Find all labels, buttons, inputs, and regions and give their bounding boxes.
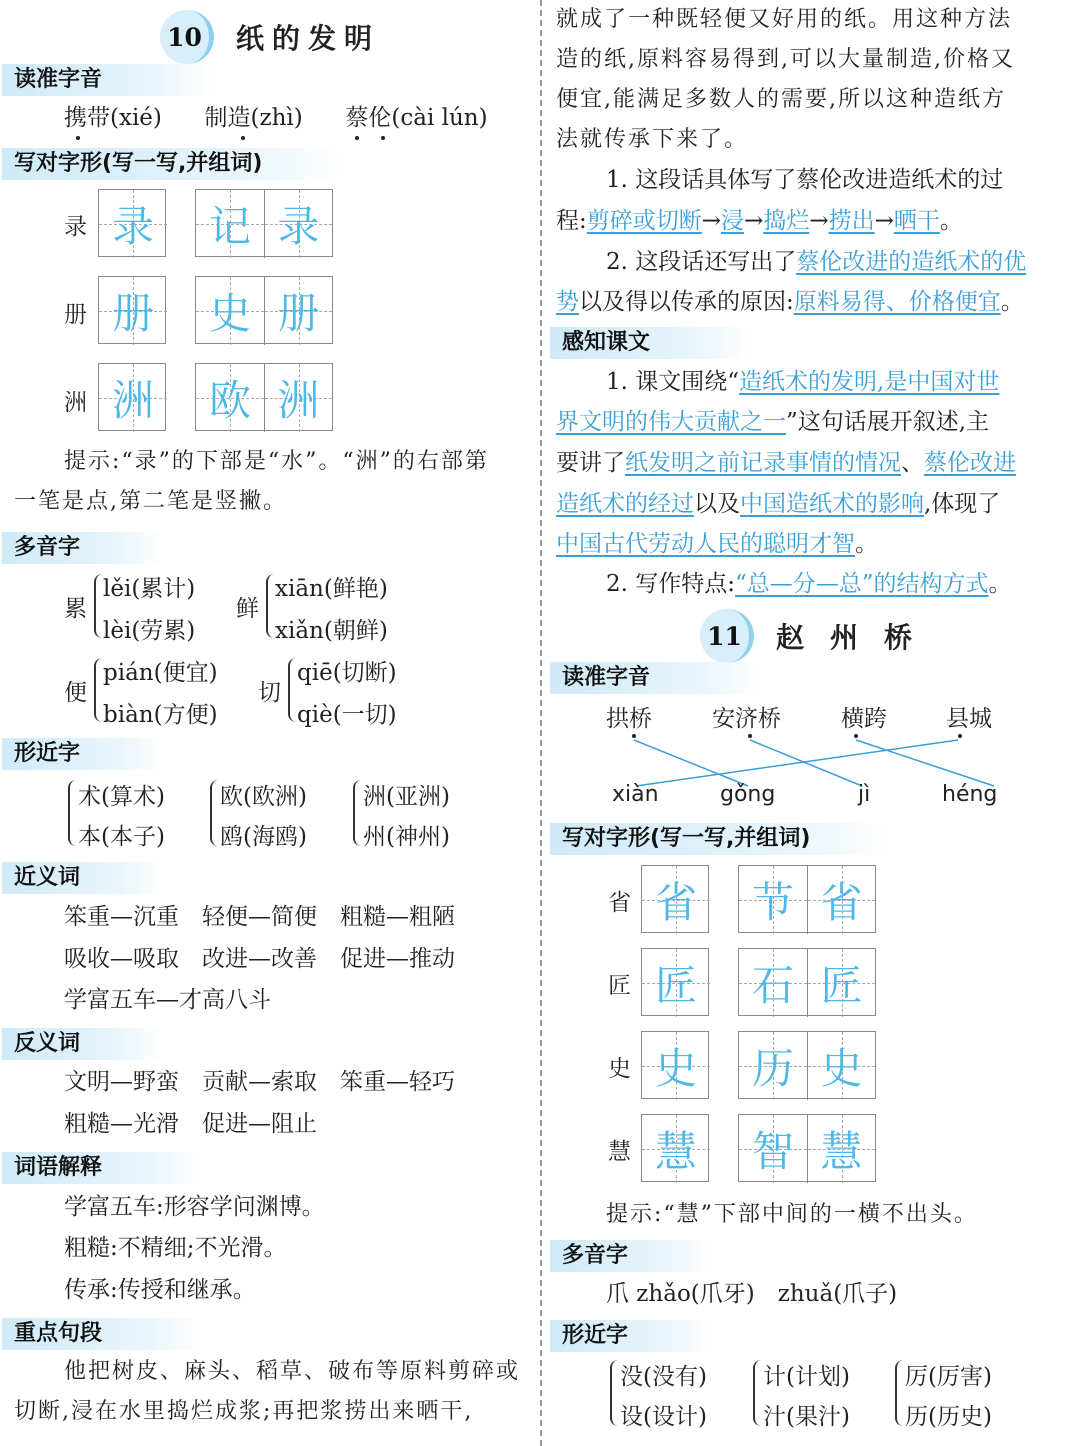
brace <box>895 1360 903 1426</box>
answer-text: 中国古代劳动人民的聪明才智 <box>556 531 855 557</box>
polyphonic-char: 切 <box>258 680 281 706</box>
similar-char-item: 计(计划) <box>763 1364 850 1390</box>
writing-grid-word <box>195 189 333 257</box>
question-line: 势以及得以传承的原因:原料易得、价格便宜。 <box>556 289 1024 315</box>
answer-text: 势 <box>556 289 579 315</box>
match-word: 安济桥 <box>712 706 781 732</box>
grid-char: 匠 <box>654 961 697 1010</box>
grid-char: 洲 <box>277 376 320 425</box>
writing-hint: 一笔是点,第二笔是竖撇。 <box>14 489 287 514</box>
writing-grid <box>641 1114 709 1182</box>
lesson-title-text: 纸的发明 <box>236 22 381 55</box>
perception-line: 2. 写作特点:“总—分—总”的结构方式。 <box>606 571 1012 597</box>
grid-char: 历 <box>751 1044 794 1093</box>
similar-char-item: 鸥(海鸥) <box>220 824 307 850</box>
match-word: 横跨 <box>841 706 887 732</box>
char-label: 省 <box>608 890 631 916</box>
char-label: 录 <box>64 214 87 240</box>
polyphonic-reading: qiè(一切) <box>297 702 397 728</box>
right-column <box>548 0 1080 1446</box>
section-header-antonyms: 反义词 <box>2 1028 164 1060</box>
explanation-line: 传承:传授和继承。 <box>64 1277 256 1303</box>
key-passage-line: 他把树皮、麻头、稻草、破布等原料剪碎或 <box>64 1359 521 1384</box>
polyphonic-char: 鲜 <box>236 596 259 622</box>
grid-char: 录 <box>277 202 320 251</box>
section-header-pronunciation: 读准字音 <box>550 662 762 694</box>
question-line: 2. 这段话还写出了蔡伦改进的造纸术的优 <box>606 249 1027 275</box>
answer-step: 剪碎或切断 <box>586 208 702 234</box>
match-line <box>750 740 862 786</box>
answer-text: 纸发明之前记录事情的情况 <box>625 450 901 476</box>
brace <box>610 1360 618 1426</box>
grid-char: 史 <box>820 1044 863 1093</box>
writing-grid-word <box>738 948 876 1016</box>
grid-char: 智 <box>751 1127 794 1176</box>
explanation-line: 学富五车:形容学问渊博。 <box>64 1194 325 1220</box>
polyphonic-reading: lěi(累计) <box>103 576 196 602</box>
answer-text: 蔡伦改进 <box>924 450 1016 476</box>
synonym-line: 吸收—吸取 改进—改善 促进—推动 <box>64 946 455 972</box>
pronunciation-line <box>64 98 488 138</box>
grid-char: 慧 <box>654 1127 697 1176</box>
left-column <box>0 0 535 1446</box>
similar-char-item: 术(算术) <box>78 784 165 810</box>
similar-char-item: 欧(欧洲) <box>220 784 307 810</box>
section-header-polyphonic: 多音字 <box>550 1240 712 1272</box>
writing-grid <box>641 1031 709 1099</box>
key-passage-line: 切断,浸在水里捣烂成浆;再把浆捞出来晒干, <box>14 1399 474 1424</box>
similar-char-item: 州(神州) <box>363 824 450 850</box>
match-line <box>856 740 994 786</box>
answer-step: 捞出 <box>828 208 875 234</box>
section-header-similar-chars: 形近字 <box>2 738 164 770</box>
matching-lines <box>548 730 1080 790</box>
match-pinyin: gǒng <box>720 782 776 807</box>
writing-grid-word <box>738 865 876 933</box>
answer-text: 蔡伦改进的造纸术的优 <box>796 249 1027 275</box>
match-pinyin: héng <box>942 782 998 807</box>
section-header-key-passage: 重点句段 <box>2 1318 204 1350</box>
polyphonic-reading: xiān(鲜艳) <box>275 576 388 602</box>
section-header-polyphonic: 多音字 <box>2 532 164 564</box>
explanation-line: 粗糙:不精细;不光滑。 <box>64 1235 287 1261</box>
writing-grid <box>98 363 166 431</box>
grid-char: 慧 <box>820 1127 863 1176</box>
question-line: 1. 这段话具体写了蔡伦改进造纸术的过 <box>606 167 1004 193</box>
char-label: 史 <box>608 1056 631 1082</box>
answer-text: 界文明的伟大贡献之一 <box>556 409 786 435</box>
polyphonic-char: 便 <box>64 680 87 706</box>
lesson-11-title <box>700 609 938 663</box>
char-label: 匠 <box>608 973 631 999</box>
section-header-writing: 写对字形(写一写,并组词) <box>2 148 344 180</box>
question-answer-line: 程:剪碎或切断→浸→捣烂→捞出→晒干。 <box>556 208 963 234</box>
pronunciation-item: 制造(zhì) <box>205 98 303 138</box>
lesson-number-badge: 10 <box>160 10 214 64</box>
brace <box>353 780 361 846</box>
brace <box>94 658 102 722</box>
grid-char: 欧 <box>208 376 251 425</box>
polyphonic-reading: xiǎn(朝鲜) <box>275 618 388 644</box>
passage-line: 造的纸,原料容易得到,可以大量制造,价格又 <box>556 47 1015 72</box>
section-header-text-perception: 感知课文 <box>550 327 752 359</box>
similar-char-item: 本(本子) <box>78 824 165 850</box>
polyphonic-reading: qiē(切断) <box>297 660 397 686</box>
synonym-line: 学富五车—才高八斗 <box>64 987 271 1013</box>
grid-char: 省 <box>654 878 697 927</box>
section-header-word-explanation: 词语解释 <box>2 1152 204 1184</box>
char-label: 册 <box>64 302 87 328</box>
similar-char-item: 历(历史) <box>905 1404 992 1430</box>
brace <box>210 780 218 846</box>
match-line <box>634 740 748 786</box>
lesson-number-badge: 11 <box>700 609 754 663</box>
writing-grid-word <box>195 276 333 344</box>
answer-step: 浸 <box>721 208 745 234</box>
section-header-synonyms: 近义词 <box>2 862 164 894</box>
answer-text: 造纸术的发明,是中国对世 <box>739 369 1000 395</box>
perception-line: 造纸术的经过以及中国造纸术的影响,体现了 <box>556 491 1001 517</box>
polyphonic-reading: pián(便宜) <box>103 660 218 686</box>
char-label: 慧 <box>608 1139 631 1165</box>
polyphonic-char: 累 <box>64 596 87 622</box>
grid-char: 洲 <box>111 376 154 425</box>
match-word: 县城 <box>946 706 992 732</box>
lesson-10-title <box>160 10 380 64</box>
passage-line: 就成了一种既轻便又好用的纸。用这种方法 <box>556 7 1013 32</box>
similar-char-item: 没(没有) <box>620 1364 707 1390</box>
grid-char: 省 <box>820 878 863 927</box>
grid-char: 册 <box>111 289 154 338</box>
answer-step: 捣烂 <box>763 208 810 234</box>
section-header-pronunciation: 读准字音 <box>2 64 214 96</box>
perception-line: 界文明的伟大贡献之一”这句话展开叙述,主 <box>556 409 990 435</box>
pronunciation-item: 蔡伦(cài lún) <box>345 98 487 138</box>
writing-grid <box>98 189 166 257</box>
writing-grid <box>641 865 709 933</box>
match-pinyin: jì <box>858 782 871 807</box>
grid-char: 史 <box>208 289 251 338</box>
char-label: 洲 <box>64 390 87 416</box>
answer-step: 晒干 <box>893 208 940 234</box>
writing-hint: 提示:“慧”下部中间的一横不出头。 <box>606 1202 978 1227</box>
writing-grid-word <box>195 363 333 431</box>
section-header-similar-chars: 形近字 <box>550 1320 712 1352</box>
similar-char-item: 汁(果汁) <box>763 1404 850 1430</box>
grid-char: 册 <box>277 289 320 338</box>
grid-char: 节 <box>751 878 794 927</box>
answer-text: 中国造纸术的影响 <box>740 491 924 517</box>
brace <box>753 1360 761 1426</box>
brace <box>94 574 102 638</box>
writing-grid <box>641 948 709 1016</box>
grid-char: 匠 <box>820 961 863 1010</box>
similar-char-item: 设(设计) <box>620 1404 707 1430</box>
brace <box>68 780 76 846</box>
answer-text: 造纸术的经过 <box>556 491 694 517</box>
match-pinyin: xiàn <box>612 782 659 807</box>
similar-char-item: 洲(亚洲) <box>363 784 450 810</box>
perception-line: 要讲了纸发明之前记录事情的情况、蔡伦改进 <box>556 450 1016 476</box>
writing-grid-word <box>738 1114 876 1182</box>
writing-grid-word <box>738 1031 876 1099</box>
match-line <box>636 740 958 786</box>
polyphonic-line: 爪 zhǎo(爪牙) zhuǎ(爪子) <box>606 1281 898 1307</box>
synonym-line: 笨重—沉重 轻便—简便 粗糙—粗陋 <box>64 904 455 930</box>
match-word: 拱桥 <box>606 706 652 732</box>
polyphonic-reading: biàn(方便) <box>103 702 218 728</box>
similar-char-item: 厉(厉害) <box>905 1364 992 1390</box>
answer-text: “总—分—总”的结构方式 <box>735 571 989 597</box>
antonym-line: 文明—野蛮 贡献—索取 笨重—轻巧 <box>64 1069 455 1095</box>
brace <box>288 658 296 722</box>
writing-hint: 提示:“录”的下部是“水”。“洲”的右部第 <box>64 449 489 474</box>
grid-char: 石 <box>751 961 794 1010</box>
answer-text: 原料易得、价格便宜 <box>793 289 1001 315</box>
column-divider <box>540 0 542 1446</box>
polyphonic-reading: lèi(劳累) <box>103 618 196 644</box>
pronunciation-item: 携带(xié) <box>64 98 162 138</box>
passage-line: 法就传承下来了。 <box>556 127 749 152</box>
antonym-line: 粗糙—光滑 促进—阻止 <box>64 1111 317 1137</box>
lesson-title-text: 赵州桥 <box>776 621 939 654</box>
passage-line: 便宜,能满足多数人的需要,所以这种造纸方 <box>556 87 1006 112</box>
grid-char: 史 <box>654 1044 697 1093</box>
grid-char: 记 <box>208 202 251 251</box>
writing-grid <box>98 276 166 344</box>
perception-line: 中国古代劳动人民的聪明才智。 <box>556 531 878 557</box>
section-header-writing: 写对字形(写一写,并组词) <box>550 823 892 855</box>
grid-char: 录 <box>111 202 154 251</box>
brace <box>266 574 274 638</box>
perception-line: 1. 课文围绕“造纸术的发明,是中国对世 <box>606 369 1000 395</box>
